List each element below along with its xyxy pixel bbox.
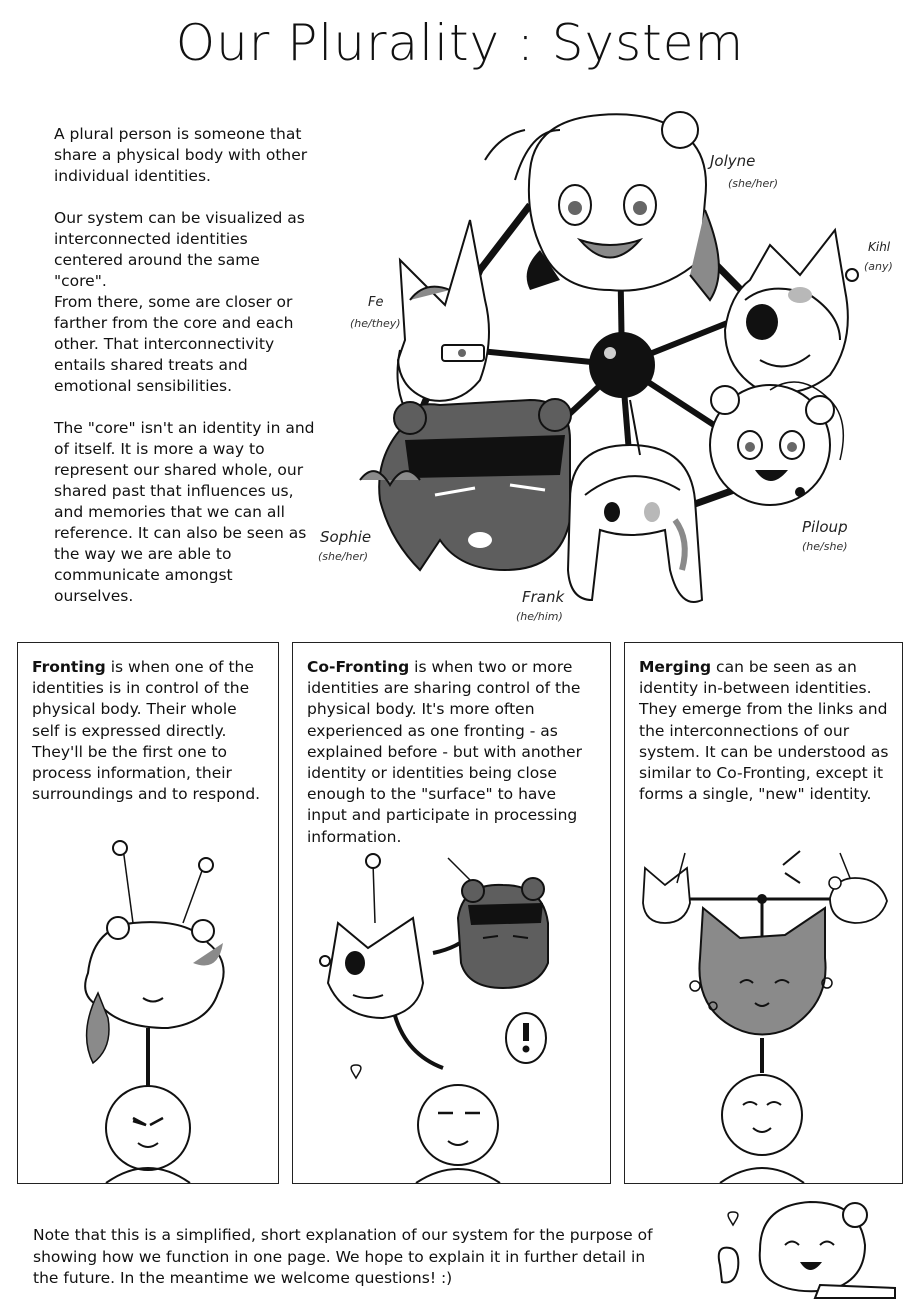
intro-paragraph-1: A plural person is someone that share a physical body with other individual identities. <box>54 125 308 185</box>
intro-paragraph-3: The "core" isn't an identity in and of itself. It is more a way to represent our shared whole, our shared past that influences us, and memories that we can all reference. It can also be seen as the way we are able to communicate amongst ourselves. <box>54 419 315 605</box>
piloup-portrait <box>710 382 843 505</box>
intro-paragraph-2: Our system can be visualized as interconnected identities centered around the same "core". From there, some are closer or farther from the core and each other. That interconnectivity entails shared treats and emotional sensibilities. <box>54 209 305 395</box>
frank-portrait <box>568 445 702 602</box>
merging-panel <box>624 642 903 1184</box>
fe-pronouns: (he/they) <box>350 317 401 330</box>
footer-note: Note that this is a simplified, short explanation of our system for the purpose of showing how we function in one page. We hope to explain it in further detail in the future. In the meantime we welcome questions! :) <box>33 1226 653 1287</box>
merging-description: can be seen as an identity in-between identities. They emerge from the links and the interconnections of our system. It can be understood as similar to Co-Fronting, except it forms a single, "new" identity. <box>639 658 889 804</box>
merging-illustration <box>625 823 904 1183</box>
sophie-portrait <box>360 399 571 570</box>
kihl-name: Kihl <box>868 240 891 254</box>
sophie-name: Sophie <box>320 528 372 546</box>
page-title: Our Plurality : System <box>175 14 745 72</box>
co-fronting-term: Co-Fronting <box>307 658 410 676</box>
kihl-pronouns: (any) <box>864 260 893 273</box>
fronting-description: is when one of the identities is in control of the physical body. Their whole self is expressed directly. They'll be the first one to process information, their surroundings and to respond. <box>32 658 261 804</box>
jolyne-pronouns: (she/her) <box>728 177 779 190</box>
fronting-panel <box>17 642 279 1184</box>
sophie-pronouns: (she/her) <box>318 550 369 563</box>
kihl-portrait <box>725 230 858 393</box>
co-fronting-panel <box>292 642 611 1184</box>
frank-pronouns: (he/him) <box>516 610 563 623</box>
intro-text <box>54 124 316 628</box>
jolyne-waving-drawing <box>700 1190 900 1302</box>
frank-name: Frank <box>522 588 565 606</box>
co-fronting-illustration <box>293 823 612 1183</box>
merging-term: Merging <box>639 658 712 676</box>
jolyne-portrait <box>485 112 719 300</box>
piloup-pronouns: (he/she) <box>802 540 848 553</box>
fronting-illustration <box>18 823 280 1183</box>
jolyne-name: Jolyne <box>710 152 756 170</box>
fronting-term: Fronting <box>32 658 106 676</box>
system-illustration <box>318 100 910 630</box>
footer-illustration <box>700 1190 900 1302</box>
fe-portrait <box>398 220 490 430</box>
co-fronting-description: is when two or more identities are sharing control of the physical body. It's more often experienced as one fronting - as explained before - but with another identity or identities being close enough to the "surface" to have input and participate in processing information. <box>307 658 582 846</box>
fe-name: Fe <box>368 295 384 310</box>
co-fronting-text <box>307 657 600 848</box>
piloup-name: Piloup <box>802 518 848 536</box>
core-node <box>589 332 655 398</box>
fronting-text <box>32 657 268 805</box>
merging-text <box>639 657 892 805</box>
